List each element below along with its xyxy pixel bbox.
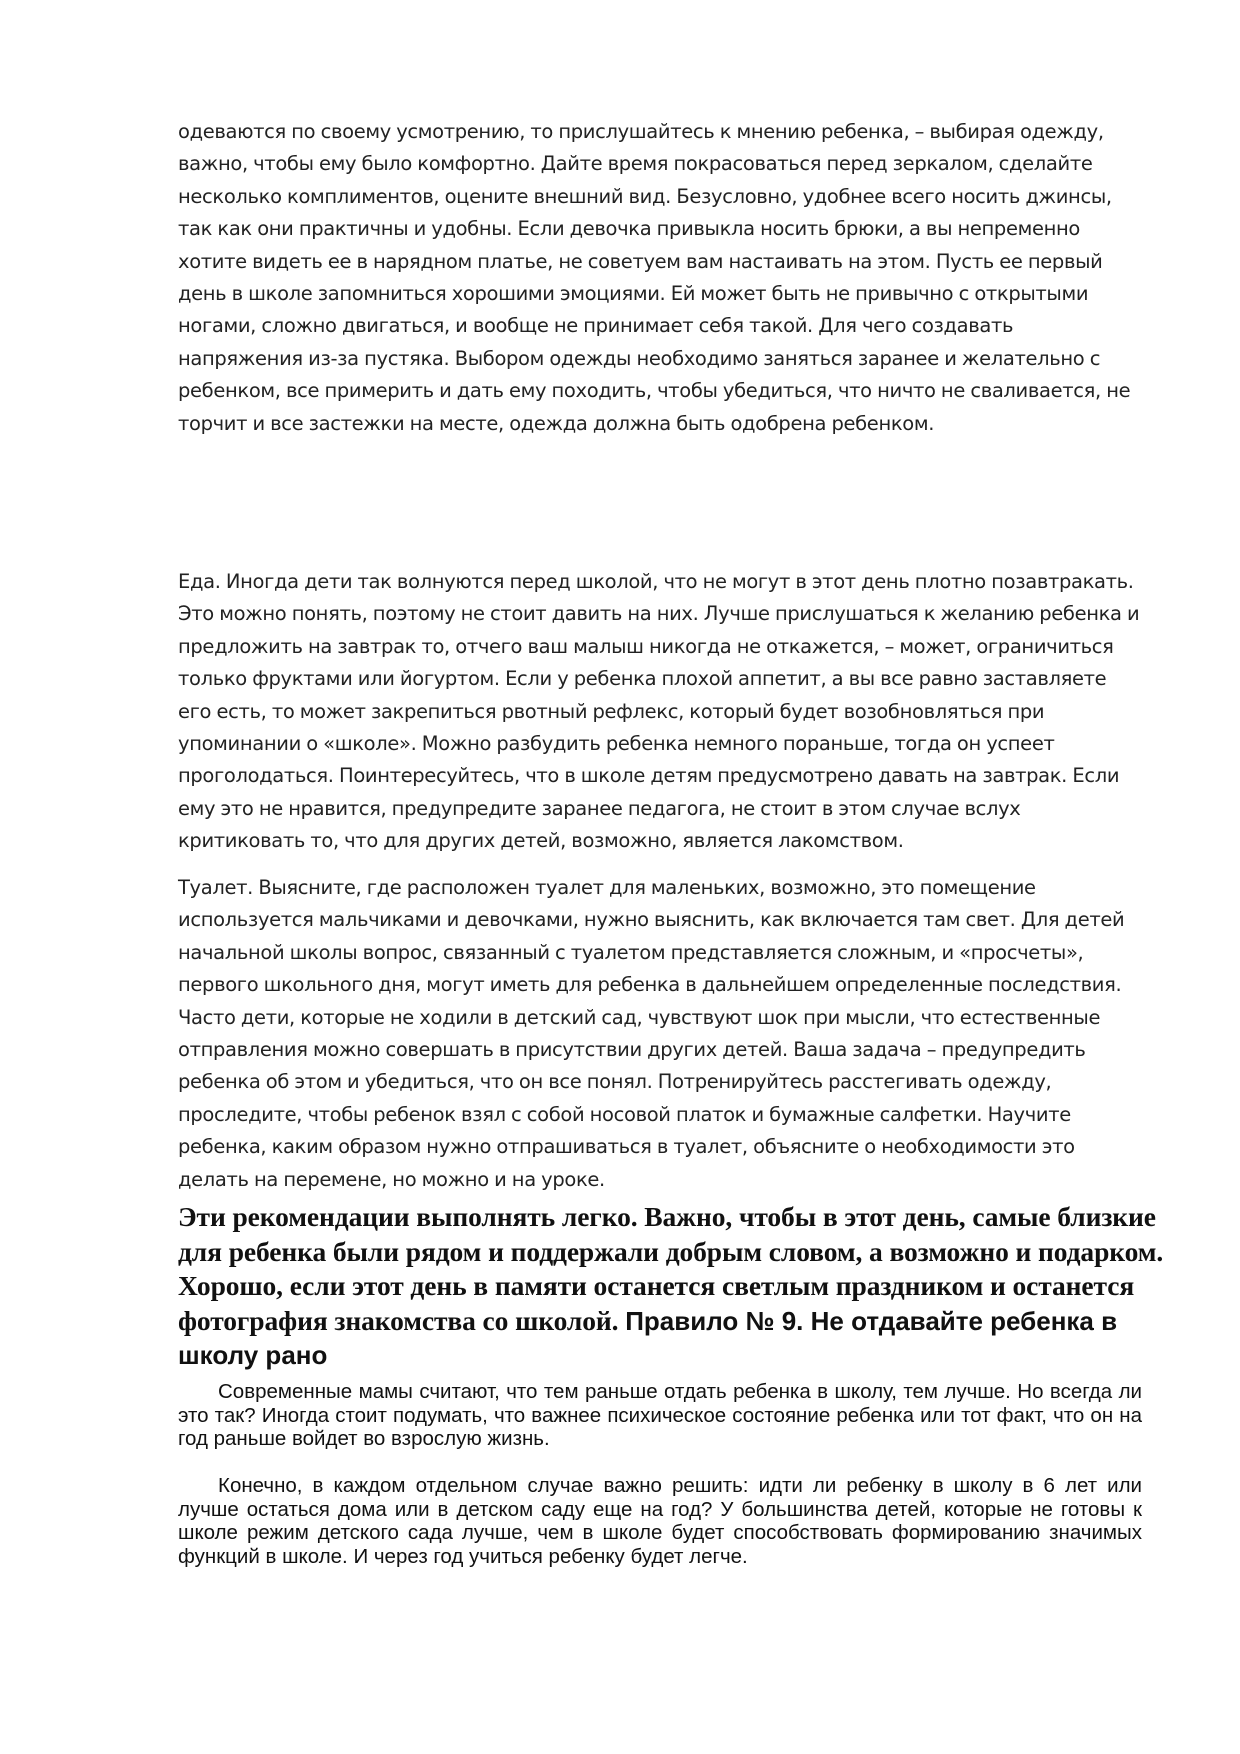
paragraph-food: Еда. Иногда дети так волнуются перед школой, что не могут в этот день плотно позавтракать. Это можно понять, поэтому не стоит давить на них. Лучше прислушаться к желанию ребенка и предложить на завтрак то, отчего ваш малыш никогда не откажется, – может, ограничиться только фруктами или йогуртом. Если у ребенка плохой аппетит, а вы все равно заставляете его есть, то может закрепиться рвотный рефлекс, который будет возобновляться при упоминании о «школе». Можно разбудить ребенка немного пораньше, тогда он успеет проголодаться. Поинтересуйтесь, что в школе детям предусмотрено давать на завтрак. Если ему это не нравится, предупредите заранее педагога, не стоит в этом случае вслух критиковать то, что для других детей, возможно, является лакомством. <box>178 570 1140 853</box>
heading-rule-title: Правило № 9. Не отдавайте ребенка в школу рано <box>178 1305 1118 1370</box>
section-heading <box>178 1200 1168 1373</box>
paragraph-rule-detail: Конечно, в каждом отдельном случае важно решить: идти ли ребенку в школу в 6 лет или лучше остаться дома или в детском саду еще на год? У большинства детей, которые не готовы к школе режим детского сада лучше, чем в школе будет способствовать формированию значимых функций в школе. И через год учиться ребенку будет легче. <box>178 1474 1142 1568</box>
paragraph-rule-intro: Современные мамы считают, что тем раньше отдать ребенка в школу, тем лучше. Но всегда ли это так? Иногда стоит подумать, что важнее психическое состояние ребенка или тот факт, что он на год раньше войдет во взрослую жизнь. <box>178 1380 1142 1450</box>
paragraph-clothing: одеваются по своему усмотрению, то прислушайтесь к мнению ребенка, – выбирая одежду, важно, чтобы ему было комфортно. Дайте время покрасоваться перед зеркалом, сделайте несколько комплиментов, оцените внешний вид. Безусловно, удобнее всего носить джинсы, так как они практичны и удобны. Если девочка привыкла носить брюки, а вы непременно хотите видеть ее в нарядном платье, не советуем вам настаивать на этом. Пусть ее первый день в школе запомниться хорошими эмоциями. Ей может быть не привычно с открытыми ногами, сложно двигаться, и вообще не принимает себя такой. Для чего создавать напряжения из-за пустяка. Выбором одежды необходимо заняться заранее и желательно с ребенком, все примерить и дать ему походить, чтобы убедиться, что ничто не сваливается, не торчит и все застежки на месте, одежда должна быть одобрена ребенком. <box>178 120 1131 435</box>
heading-summary: Эти рекомендации выполнять легко. Важно, чтобы в этот день, самые близкие для ребенка были рядом и поддержали добрым словом, а возможно и подарком. Хорошо, если этот день в памяти останется светлым праздником и останется фотография знакомства со школой. <box>178 1201 1164 1336</box>
paragraph-toilet: Туалет. Выясните, где расположен туалет для маленьких, возможно, это помещение используется мальчиками и девочками, нужно выяснить, как включается там свет. Для детей начальной школы вопрос, связанный с туалетом представляется сложным, и «просчеты», первого школьного дня, могут иметь для ребенка в дальнейшем определенные последствия. Часто дети, которые не ходили в детский сад, чувствуют шок при мысли, что естественные отправления можно совершать в присутствии других детей. Ваша задача – предупредить ребенка об этом и убедиться, что он все понял. Потренируйтесь расстегивать одежду, проследите, чтобы ребенок взял с собой носовой платок и бумажные салфетки. Научите ребенка, каким образом нужно отпрашиваться в туалет, объясните о необходимости это делать на перемене, но можно и на уроке. <box>178 876 1125 1191</box>
